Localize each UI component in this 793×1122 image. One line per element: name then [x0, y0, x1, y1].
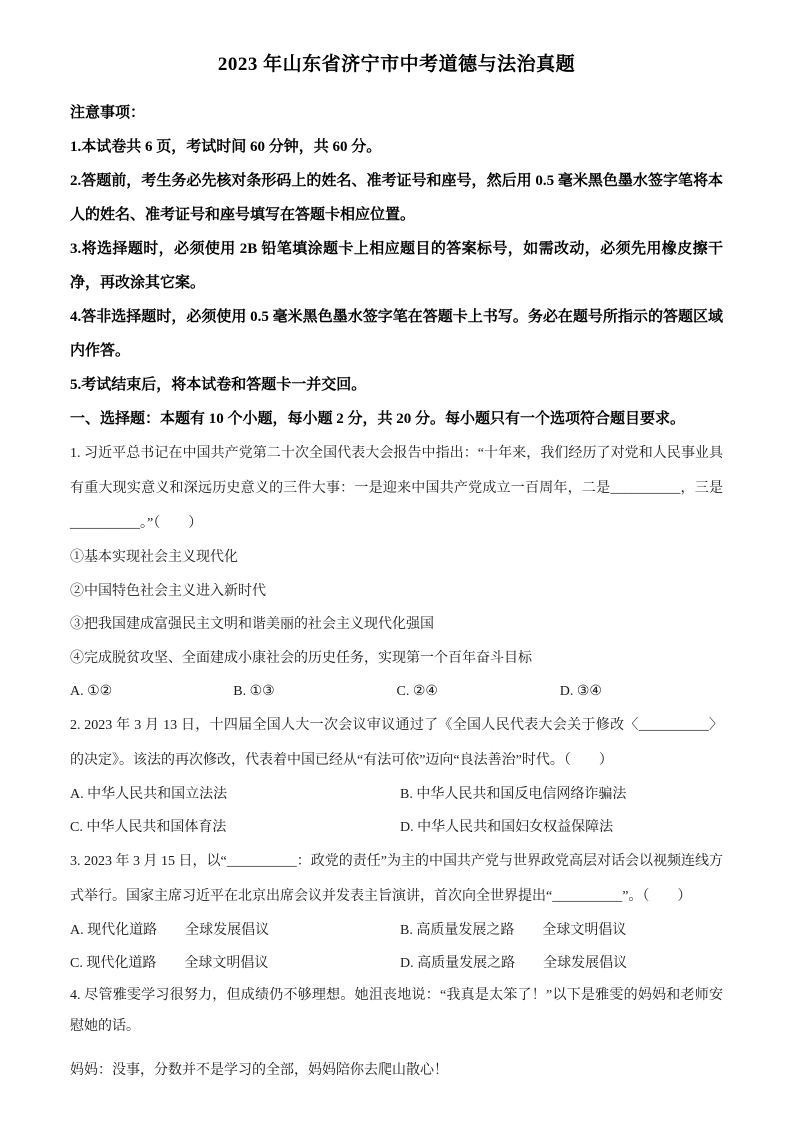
question-3-answer-a: A. 现代化道路 全球发展倡议: [70, 923, 270, 938]
question-1-answer-c: C. ②④: [396, 684, 438, 699]
question-3-stem: 3. 2023 年 3 月 15 日，以“__________：政党的责任”为主的中国共产党与世界政党高层对话会以视频连线方式举行。国家主席习近平在北京出席会议并发表主旨演讲，首次向全世界提出“__________”。（ ）: [70, 854, 723, 904]
question-1-answer-b: B. ①③: [233, 684, 275, 699]
question-2-answer-c: C. 中华人民共和国体育法: [70, 820, 227, 835]
question-1-choice-2: ②中国特色社会主义进入新时代: [70, 583, 266, 599]
question-2-answer-grid: [70, 778, 723, 844]
question-1-answer-a: A. ①②: [70, 684, 113, 699]
question-3-answer-b: B. 高质量发展之路 全球文明倡议: [400, 923, 627, 938]
question-3-answer-c: C. 现代化道路 全球文明倡议: [70, 956, 269, 971]
question-3-answer-d: D. 高质量发展之路 全球发展倡议: [400, 956, 628, 971]
question-4-stem: 4. 尽管雅雯学习很努力，但成绩仍不够理想。她沮丧地说：“我真是太笨了！”以下是雅雯的妈妈和老师安慰她的话。: [70, 988, 723, 1034]
question-2-answer-a: A. 中华人民共和国立法法: [70, 787, 228, 802]
notice-item-3: 3.将选择题时，必须使用 2B 铅笔填涂题卡上相应题目的答案标号，如需改动，必须先用橡皮擦干净，再改涂其它案。: [70, 241, 723, 291]
question-2-answer-d: D. 中华人民共和国妇女权益保障法: [400, 820, 614, 835]
notice-item-2: 2.答题前，考生务必先核对条形码上的姓名、准考证号和座号，然后用 0.5 毫米黑色墨水签字笔将本人的姓名、准考证号和座号填写在答题卡相应位置。: [70, 173, 723, 223]
question-1-stem: 1. 习近平总书记在中国共产党第二十次全国代表大会报告中指出：“十年来，我们经历了对党和人民事业具有重大现实意义和深远历史意义的三件大事：一是迎来中国共产党成立一百周年，二是__________，三是__________。”（ ）: [70, 446, 723, 531]
question-1-answer-d: D. ③④: [559, 684, 602, 699]
notice-item-5: 5.考试结束后，将本试卷和答题卡一并交回。: [70, 377, 367, 393]
question-2-stem: 2. 2023 年 3 月 13 日，十四届全国人大一次会议审议通过了《全国人民代表大会关于修改〈__________〉的决定》。该法的再次修改，代表着中国已经从“有法可依”迈向“良法善治”时代。（ ）: [70, 718, 723, 768]
section-heading-choice-questions: 一、选择题：本题有 10 个小题，每小题 2 分，共 20 分。每小题只有一个选项符合题目要求。: [70, 411, 686, 427]
exam-title: 2023 年山东省济宁市中考道德与法治真题: [217, 54, 576, 75]
notice-heading: 注意事项：: [70, 105, 146, 121]
question-3-answer-grid: [70, 914, 723, 980]
question-4-dialog-mother: 妈妈：没事，分数并不是学习的全部，妈妈陪你去爬山散心！: [70, 1063, 448, 1078]
notice-item-1: 1.本试卷共 6 页，考试时间 60 分钟，共 60 分。: [70, 139, 382, 155]
question-1-choice-3: ③把我国建成富强民主文明和谐美丽的社会主义现代化强国: [70, 617, 434, 632]
question-1-answer-row: [70, 675, 723, 708]
notice-item-4: 4.答非选择题时，必须使用 0.5 毫米黑色墨水签字笔在答题卡上书写。务必在题号所指示的答题区域内作答。: [70, 309, 723, 359]
question-1-choice-4: ④完成脱贫攻坚、全面建成小康社会的历史任务，实现第一个百年奋斗目标: [70, 650, 532, 666]
question-1-choice-1: ①基本实现社会主义现代化: [70, 550, 238, 565]
question-2-answer-b: B. 中华人民共和国反电信网络诈骗法: [400, 787, 627, 802]
